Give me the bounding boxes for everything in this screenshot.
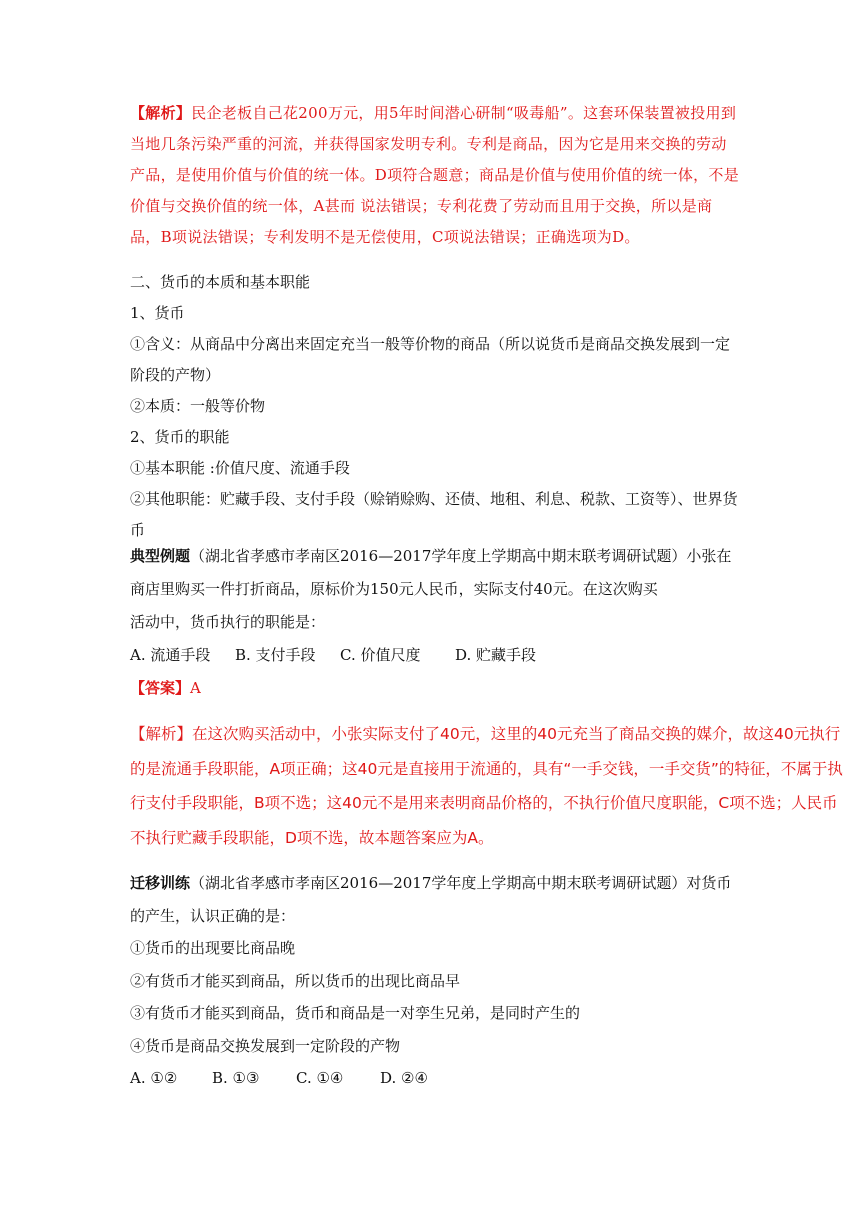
example-options [130, 639, 740, 672]
transfer-body [130, 867, 740, 932]
answer-line [130, 672, 740, 705]
item-other-functions: ②其他职能：贮藏手段、支付手段（赊销赊购、还债、地租、利息、税款、工资等）、世界货币 [130, 490, 738, 539]
option-a: A. 流通手段 [130, 646, 211, 664]
example-text-1: （湖北省孝感市孝南区2016—2017学年度上学期高中期末联考调研试题）小张在商店里购买一件打折商品，原标价为150元人民币，实际支付40元。在这次购买 [130, 547, 732, 598]
statement-2: ②有货币才能买到商品，所以货币的出现比商品早 [130, 971, 461, 990]
item-definition: ①含义：从商品中分离出来固定充当一般等价物的商品（所以说货币是商品交换发展到一定阶段的产物） [130, 335, 731, 384]
item-basic-functions: ①基本职能 :价值尺度、流通手段 [130, 459, 350, 477]
transfer-options [130, 1062, 740, 1095]
option-b: B. 支付手段 [235, 646, 316, 664]
section-heading: 二、货币的本质和基本职能 [130, 273, 311, 291]
statement-1: ①货币的出现要比商品晚 [130, 939, 296, 957]
example-label: 典型例题 [130, 547, 191, 565]
transfer-text: （湖北省孝感市孝南区2016—2017学年度上学期高中期末联考调研试题）对货币的产生，认识正确的是： [130, 874, 732, 925]
subheading-functions: 2、货币的职能 [130, 428, 230, 446]
option-d: D. 贮藏手段 [455, 646, 537, 664]
statement-4: ④货币是商品交换发展到一定阶段的产物 [130, 1036, 401, 1055]
answer-value: A [190, 679, 201, 697]
option-b: B. ①③ [212, 1069, 260, 1087]
subheading-money: 1、货币 [130, 304, 185, 322]
option-c: C. 价值尺度 [340, 646, 421, 664]
analysis-paragraph-1 [130, 98, 740, 253]
example-question [130, 540, 740, 705]
analysis-tag: 【解析】 [130, 104, 192, 122]
answer-tag: 【答案】 [130, 679, 191, 697]
analysis-2-text: 在这次购买活动中，小张实际支付了40元，这里的40元充当了商品交换的媒介，故这40元执行的是流通手段职能，A项正确；这40元是直接用于流通的，具有“一手交钱，一手交货”的特征，不属于执行支付手段职能，B项不选；这40元不是用来表明商品价格的，不执行价值尺度职能，C项不选；人民币不执行贮藏手段职能，D项不选，故本题答案应为A。 [130, 725, 843, 847]
section-2 [130, 267, 740, 546]
option-a: A. ①② [130, 1069, 178, 1087]
analysis-2-tag: 【解析】 [130, 725, 193, 743]
item-essence: ②本质：一般等价物 [130, 397, 266, 415]
option-d: D. ②④ [380, 1069, 428, 1087]
example-text-2: 活动中，货币执行的职能是： [130, 613, 326, 631]
transfer-question [130, 867, 740, 1095]
analysis-text: 民企老板自己花200万元，用5年时间潜心研制“吸毒船”。这套环保装置被投用到当地几条污染严重的河流，并获得国家发明专利。专利是商品，因为它是用来交换的劳动产品，是使用价值与价值的统一体。D项符合题意；商品是价值与使用价值的统一体，不是价值与交换价值的统一体，A甚而 说法错误；专利花费了劳动而且用于交换，所以是商品，B项说法错误；专利发明不是无偿使用，C项说法错误；正确选项为D。 [130, 104, 740, 246]
transfer-label: 迁移训练 [130, 874, 191, 892]
statement-3: ③有货币才能买到商品，货币和商品是一对孪生兄弟，是同时产生的 [130, 1004, 581, 1022]
analysis-paragraph-2 [130, 717, 848, 855]
example-body [130, 540, 740, 606]
option-c: C. ①④ [296, 1069, 344, 1087]
